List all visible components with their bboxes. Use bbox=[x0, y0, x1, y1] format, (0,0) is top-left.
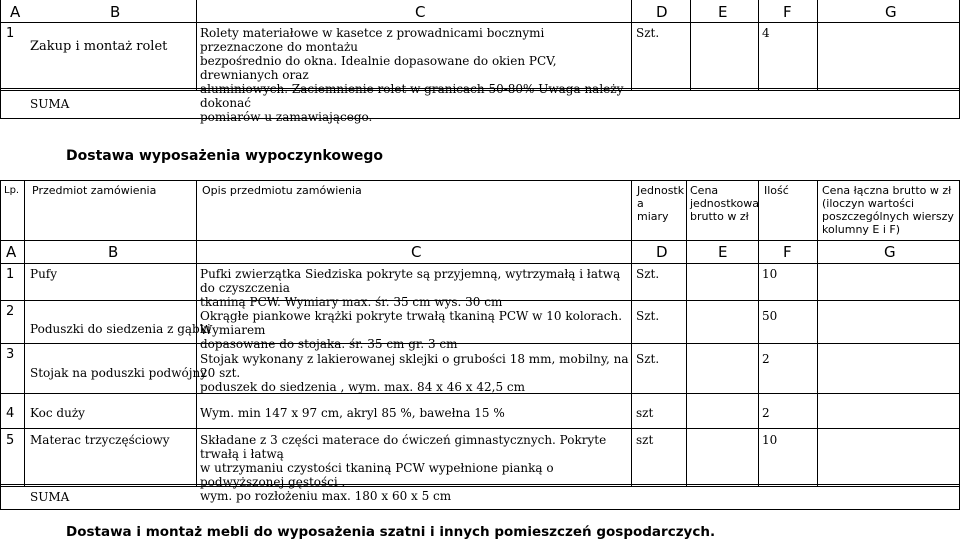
header-unit-price: Cena jednostkowa brutto w zł bbox=[690, 184, 759, 223]
section-title-recreation: Dostawa wyposażenia wypoczynkowego bbox=[66, 148, 384, 164]
row-qty: 10 bbox=[762, 433, 778, 447]
row-name: Materac trzyczęściowy bbox=[30, 433, 170, 447]
row-qty: 2 bbox=[762, 406, 770, 420]
row-unit: Szt. bbox=[636, 309, 660, 323]
top-row-description: Rolety materiałowe w kasetce z prowadnicami bocznymi przeznaczone do montażu bezpośrednio do okna. Idealnie dopasowane do okien PCV, drewnianych oraz aluminiowych. Zaciemnienie rolet w granicach 50-80% Uwaga należy dokonać pomiarów u zamawiającego. bbox=[200, 26, 624, 124]
top-row-unit: Szt. bbox=[636, 26, 660, 40]
header-description: Opis przedmiotu zamówienia bbox=[202, 184, 362, 197]
col-letter-g: G bbox=[885, 3, 897, 21]
header-unit: Jednostk a miary bbox=[637, 184, 685, 223]
row-unit: Szt. bbox=[636, 267, 660, 281]
col-letter-a: A bbox=[6, 243, 17, 261]
row-description: Składane z 3 części materace do ćwiczeń gimnastycznych. Pokryte trwałą i łatwą w utrzymaniu czystości tkaniną PCW wypełnione pianką o podwyższonej gęstości . wym. po rozłożeniu max. 180 x 60 x 5 cm bbox=[200, 433, 607, 503]
col-letter-g: G bbox=[884, 243, 896, 261]
top-suma-label: SUMA bbox=[30, 97, 70, 111]
row-name: Koc duży bbox=[30, 406, 85, 420]
row-description: Stojak wykonany z lakierowanej sklejki o grubości 18 mm, mobilny, na 20 szt. poduszek do siedzenia , wym. max. 84 x 46 x 42,5 cm bbox=[200, 352, 629, 394]
header-total-price: Cena łączna brutto w zł (iloczyn wartości poszczególnych wierszy kolumny E i F) bbox=[822, 184, 954, 236]
header-quantity: Ilość bbox=[764, 184, 789, 197]
col-letter-f: F bbox=[783, 243, 792, 261]
row-name: Poduszki do siedzenia z gąbki bbox=[30, 322, 211, 336]
suma-label: SUMA bbox=[30, 490, 70, 504]
top-row-qty: 4 bbox=[762, 26, 770, 40]
row-description: Okrągłe piankowe krążki pokryte trwałą tkaniną PCW w 10 kolorach. Wymiarem dopasowane do stojaka. śr. 35 cm gr. 3 cm bbox=[200, 309, 623, 351]
row-qty: 10 bbox=[762, 267, 778, 281]
header-subject: Przedmiot zamówienia bbox=[32, 184, 157, 197]
col-letter-d: D bbox=[656, 3, 668, 21]
row-description: Wym. min 147 x 97 cm, akryl 85 %, bawełna 15 % bbox=[200, 406, 505, 420]
col-letter-c: C bbox=[415, 3, 426, 21]
row-description: Pufki zwierzątka Siedziska pokryte są przyjemną, wytrzymałą i łatwą do czyszczenia tkaniną PCW. Wymiary max. śr. 35 cm wys. 30 cm bbox=[200, 267, 621, 309]
row-qty: 50 bbox=[762, 309, 778, 323]
top-row-number: 1 bbox=[6, 26, 15, 41]
col-letter-f: F bbox=[783, 3, 792, 21]
row-unit: Szt. bbox=[636, 352, 660, 366]
col-letter-a: A bbox=[10, 3, 21, 21]
top-row-name: Zakup i montaż rolet bbox=[30, 39, 168, 54]
col-letter-b: B bbox=[110, 3, 121, 21]
col-letter-b: B bbox=[108, 243, 119, 261]
col-letter-d: D bbox=[656, 243, 668, 261]
row-qty: 2 bbox=[762, 352, 770, 366]
col-letter-e: E bbox=[718, 243, 728, 261]
row-unit: szt bbox=[636, 433, 654, 447]
col-letter-c: C bbox=[411, 243, 422, 261]
col-letter-e: E bbox=[718, 3, 728, 21]
section-title-furniture: Dostawa i montaż mebli do wyposażenia szatni i innych pomieszczeń gospodarczych. bbox=[66, 524, 716, 540]
row-name: Stojak na poduszki podwójny bbox=[30, 366, 207, 380]
header-lp: Lp. bbox=[4, 185, 20, 196]
row-unit: szt bbox=[636, 406, 654, 420]
row-name: Pufy bbox=[30, 267, 58, 281]
